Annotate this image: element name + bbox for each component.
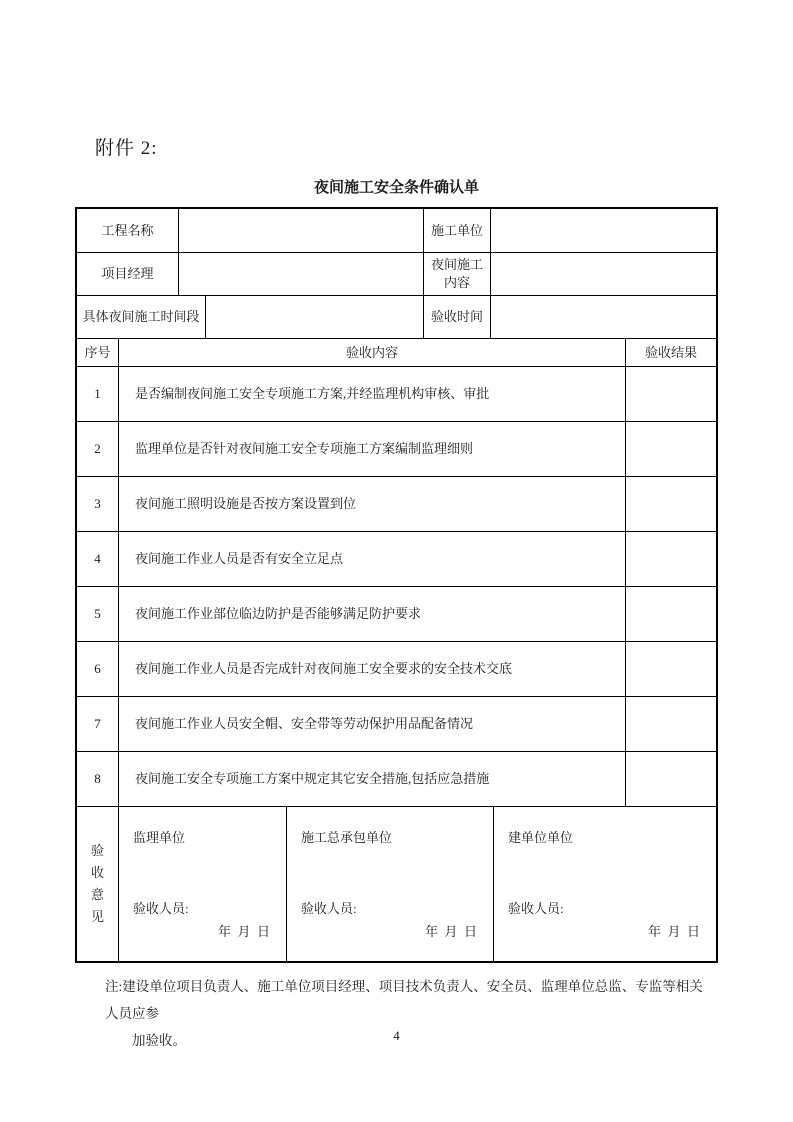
form-title: 夜间施工安全条件确认单 bbox=[313, 179, 479, 196]
footnote-line-2: 加验收。 bbox=[132, 1033, 186, 1048]
info-row-project bbox=[77, 209, 716, 252]
page-number: 4 bbox=[393, 1028, 400, 1043]
general-contractor-signature-cell[interactable] bbox=[286, 807, 493, 961]
form-table bbox=[75, 207, 718, 963]
item-result[interactable] bbox=[625, 367, 716, 421]
construction-unit-value[interactable] bbox=[490, 209, 716, 252]
supervision-unit-label: 监理单位 bbox=[133, 830, 186, 845]
item-no: 3 bbox=[94, 496, 101, 512]
checklist-row-5 bbox=[77, 586, 716, 641]
item-no: 2 bbox=[94, 441, 101, 457]
item-content: 是否编制夜间施工安全专项施工方案,并经监理机构审核、审批 bbox=[118, 367, 625, 421]
item-content: 夜间施工安全专项施工方案中规定其它安全措施,包括应急措施 bbox=[118, 752, 625, 806]
date-label: 年 月 日 bbox=[217, 924, 270, 940]
footnote-line-1: 注:建设单位项目负责人、施工单位项目经理、项目技术负责人、安全员、监理单位总监、专监等相关人员应参 bbox=[105, 979, 703, 1021]
project-name-label: 工程名称 bbox=[101, 222, 154, 238]
general-contractor-label: 施工总承包单位 bbox=[301, 830, 393, 845]
item-result[interactable] bbox=[625, 642, 716, 696]
item-no: 6 bbox=[94, 661, 101, 677]
date-label: 年 月 日 bbox=[647, 924, 700, 940]
checklist-row-1 bbox=[77, 366, 716, 421]
night-work-period-value[interactable] bbox=[205, 296, 423, 338]
date-label: 年 月 日 bbox=[424, 924, 477, 940]
acceptance-opinion-label: 验收意见 bbox=[90, 842, 104, 925]
owner-unit-signature-cell[interactable] bbox=[493, 807, 716, 961]
item-no: 7 bbox=[94, 716, 101, 732]
item-content: 监理单位是否针对夜间施工安全专项施工方案编制监理细则 bbox=[118, 422, 625, 476]
item-result[interactable] bbox=[625, 697, 716, 751]
acceptance-row bbox=[77, 806, 716, 961]
checklist-row-4 bbox=[77, 531, 716, 586]
project-manager-value[interactable] bbox=[178, 253, 423, 295]
checklist-row-7 bbox=[77, 696, 716, 751]
item-content: 夜间施工作业人员安全帽、安全带等劳动保护用品配备情况 bbox=[118, 697, 625, 751]
item-no: 1 bbox=[94, 386, 101, 402]
item-content: 夜间施工作业部位临边防护是否能够满足防护要求 bbox=[118, 587, 625, 641]
item-no: 4 bbox=[94, 551, 101, 567]
acceptance-personnel-label: 验收人员: bbox=[301, 900, 357, 916]
checklist-row-2 bbox=[77, 421, 716, 476]
checklist-row-8 bbox=[77, 751, 716, 806]
acceptance-time-value[interactable] bbox=[490, 296, 716, 338]
header-result: 验收结果 bbox=[625, 339, 716, 366]
checklist-header-row bbox=[77, 338, 716, 366]
item-result[interactable] bbox=[625, 477, 716, 531]
item-content: 夜间施工照明设施是否按方案设置到位 bbox=[118, 477, 625, 531]
item-no: 5 bbox=[94, 606, 101, 622]
night-work-content-value[interactable] bbox=[490, 253, 716, 295]
checklist-row-6 bbox=[77, 641, 716, 696]
night-work-content-label: 夜间施工内容 bbox=[423, 253, 490, 295]
project-manager-label: 项目经理 bbox=[101, 266, 154, 282]
acceptance-personnel-label: 验收人员: bbox=[508, 900, 564, 916]
item-result[interactable] bbox=[625, 752, 716, 806]
construction-unit-label: 施工单位 bbox=[423, 209, 490, 252]
item-result[interactable] bbox=[625, 587, 716, 641]
acceptance-personnel-label: 验收人员: bbox=[133, 900, 189, 916]
item-no: 8 bbox=[94, 771, 101, 787]
header-content: 验收内容 bbox=[118, 339, 625, 366]
item-content: 夜间施工作业人员是否有安全立足点 bbox=[118, 532, 625, 586]
item-result[interactable] bbox=[625, 532, 716, 586]
acceptance-opinion-label-cell bbox=[77, 807, 118, 961]
item-result[interactable] bbox=[625, 422, 716, 476]
attachment-label: 附件 2: bbox=[95, 138, 158, 159]
night-work-period-label: 具体夜间施工时间段 bbox=[82, 309, 200, 325]
header-no: 序号 bbox=[84, 344, 111, 360]
supervision-unit-signature-cell[interactable] bbox=[118, 807, 286, 961]
owner-unit-label: 建单位单位 bbox=[508, 830, 574, 845]
project-name-value[interactable] bbox=[178, 209, 423, 252]
acceptance-time-label: 验收时间 bbox=[423, 296, 490, 338]
info-row-manager bbox=[77, 252, 716, 295]
info-row-timespan bbox=[77, 295, 716, 338]
checklist-row-3 bbox=[77, 476, 716, 531]
item-content: 夜间施工作业人员是否完成针对夜间施工安全要求的安全技术交底 bbox=[118, 642, 625, 696]
